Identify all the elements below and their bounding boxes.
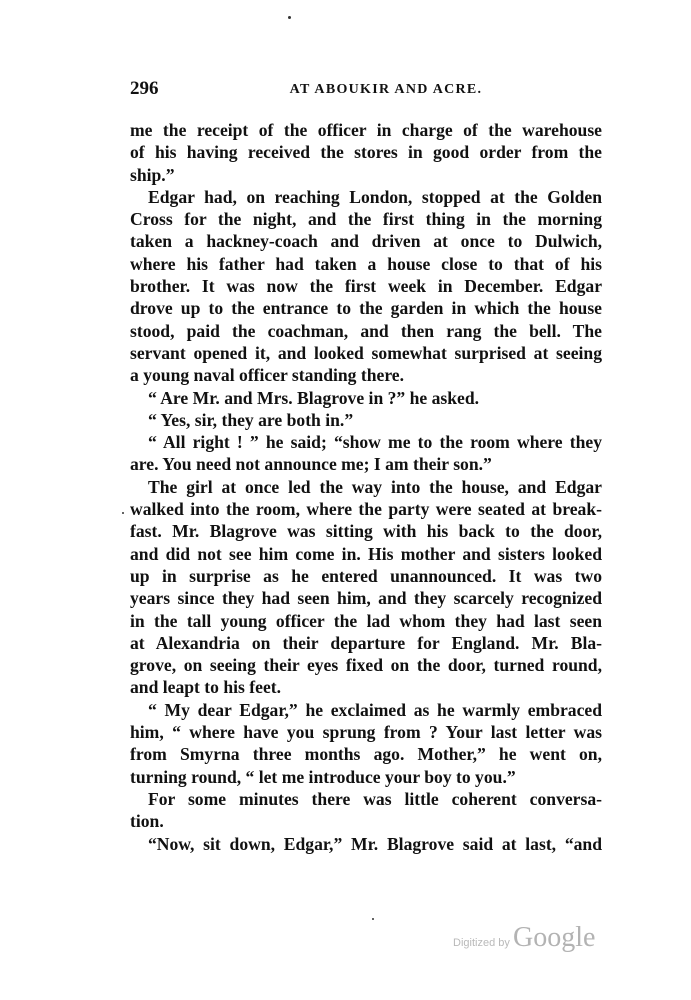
text-line: from Smyrna three months ago. Mother,” he went on, [130,744,602,765]
text-line: tion. [130,811,164,832]
text-line: “ Are Mr. and Mrs. Blagrove in ?” he asked. [148,387,480,408]
body-text [130,119,602,855]
text-line: brother. It was now the first week in December. Edgar [130,276,602,297]
ink-speck [288,16,291,19]
text-line: are. You need not announce me; I am their son.” [130,454,492,475]
watermark-prefix: Digitized by [453,937,510,949]
text-line: in the tall young officer the lad whom they had last seen [130,610,602,631]
google-watermark [453,922,603,956]
text-line: him, “ where have you sprung from ? Your last letter was [130,722,602,743]
text-line: “ My dear Edgar,” he exclaimed as he warmly embraced [148,699,602,720]
text-line: Edgar had, on reaching London, stopped at the Golden [148,186,602,207]
text-line: The girl at once led the way into the house, and Edgar [148,476,602,497]
text-line: walked into the room, where the party were seated at break- [130,499,602,520]
ink-speck [372,918,374,920]
text-line: and leapt to his feet. [130,677,282,698]
text-line: years since they had seen him, and they scarcely recognized [130,588,602,609]
text-line: taken a hackney-coach and driven at once to Dulwich, [130,231,602,252]
text-line: and did not see him come in. His mother and sisters looked [130,543,602,564]
text-line: me the receipt of the officer in charge of the warehouse [130,120,602,140]
text-line: stood, paid the coachman, and then rang the bell. The [130,320,602,341]
text-line: ship.” [130,164,175,185]
ink-speck [122,512,124,514]
text-line: Cross for the night, and the first thing in the morning [130,209,602,230]
page-number: 296 [130,78,159,99]
text-line: up in surprise as he entered unannounced. It was two [130,565,602,586]
page-header [130,78,602,100]
text-line: at Alexandria on their departure for England. Mr. Bla- [130,632,602,653]
text-line: of his having received the stores in good order from the [130,142,602,163]
text-line: fast. Mr. Blagrove was sitting with his back to the door, [130,521,602,542]
text-line: drove up to the entrance to the garden in which the house [130,298,602,319]
watermark-logo: Google [513,922,596,953]
text-line: servant opened it, and looked somewhat surprised at seeing [130,342,602,363]
text-line: turning round, “ let me introduce your boy to you.” [130,766,516,787]
text-line: grove, on seeing their eyes fixed on the door, turned round, [130,655,602,676]
text-line: “ All right ! ” he said; “show me to the room where they [148,432,602,453]
text-line: where his father had taken a house close to that of his [130,253,602,274]
text-line: “ Yes, sir, they are both in.” [148,409,354,430]
text-line: For some minutes there was little coherent conversa- [148,788,602,809]
text-line: a young naval officer standing there. [130,365,405,386]
text-line: “Now, sit down, Edgar,” Mr. Blagrove said at last, “and [148,833,602,854]
running-head: AT ABOUKIR AND ACRE. [289,82,483,97]
